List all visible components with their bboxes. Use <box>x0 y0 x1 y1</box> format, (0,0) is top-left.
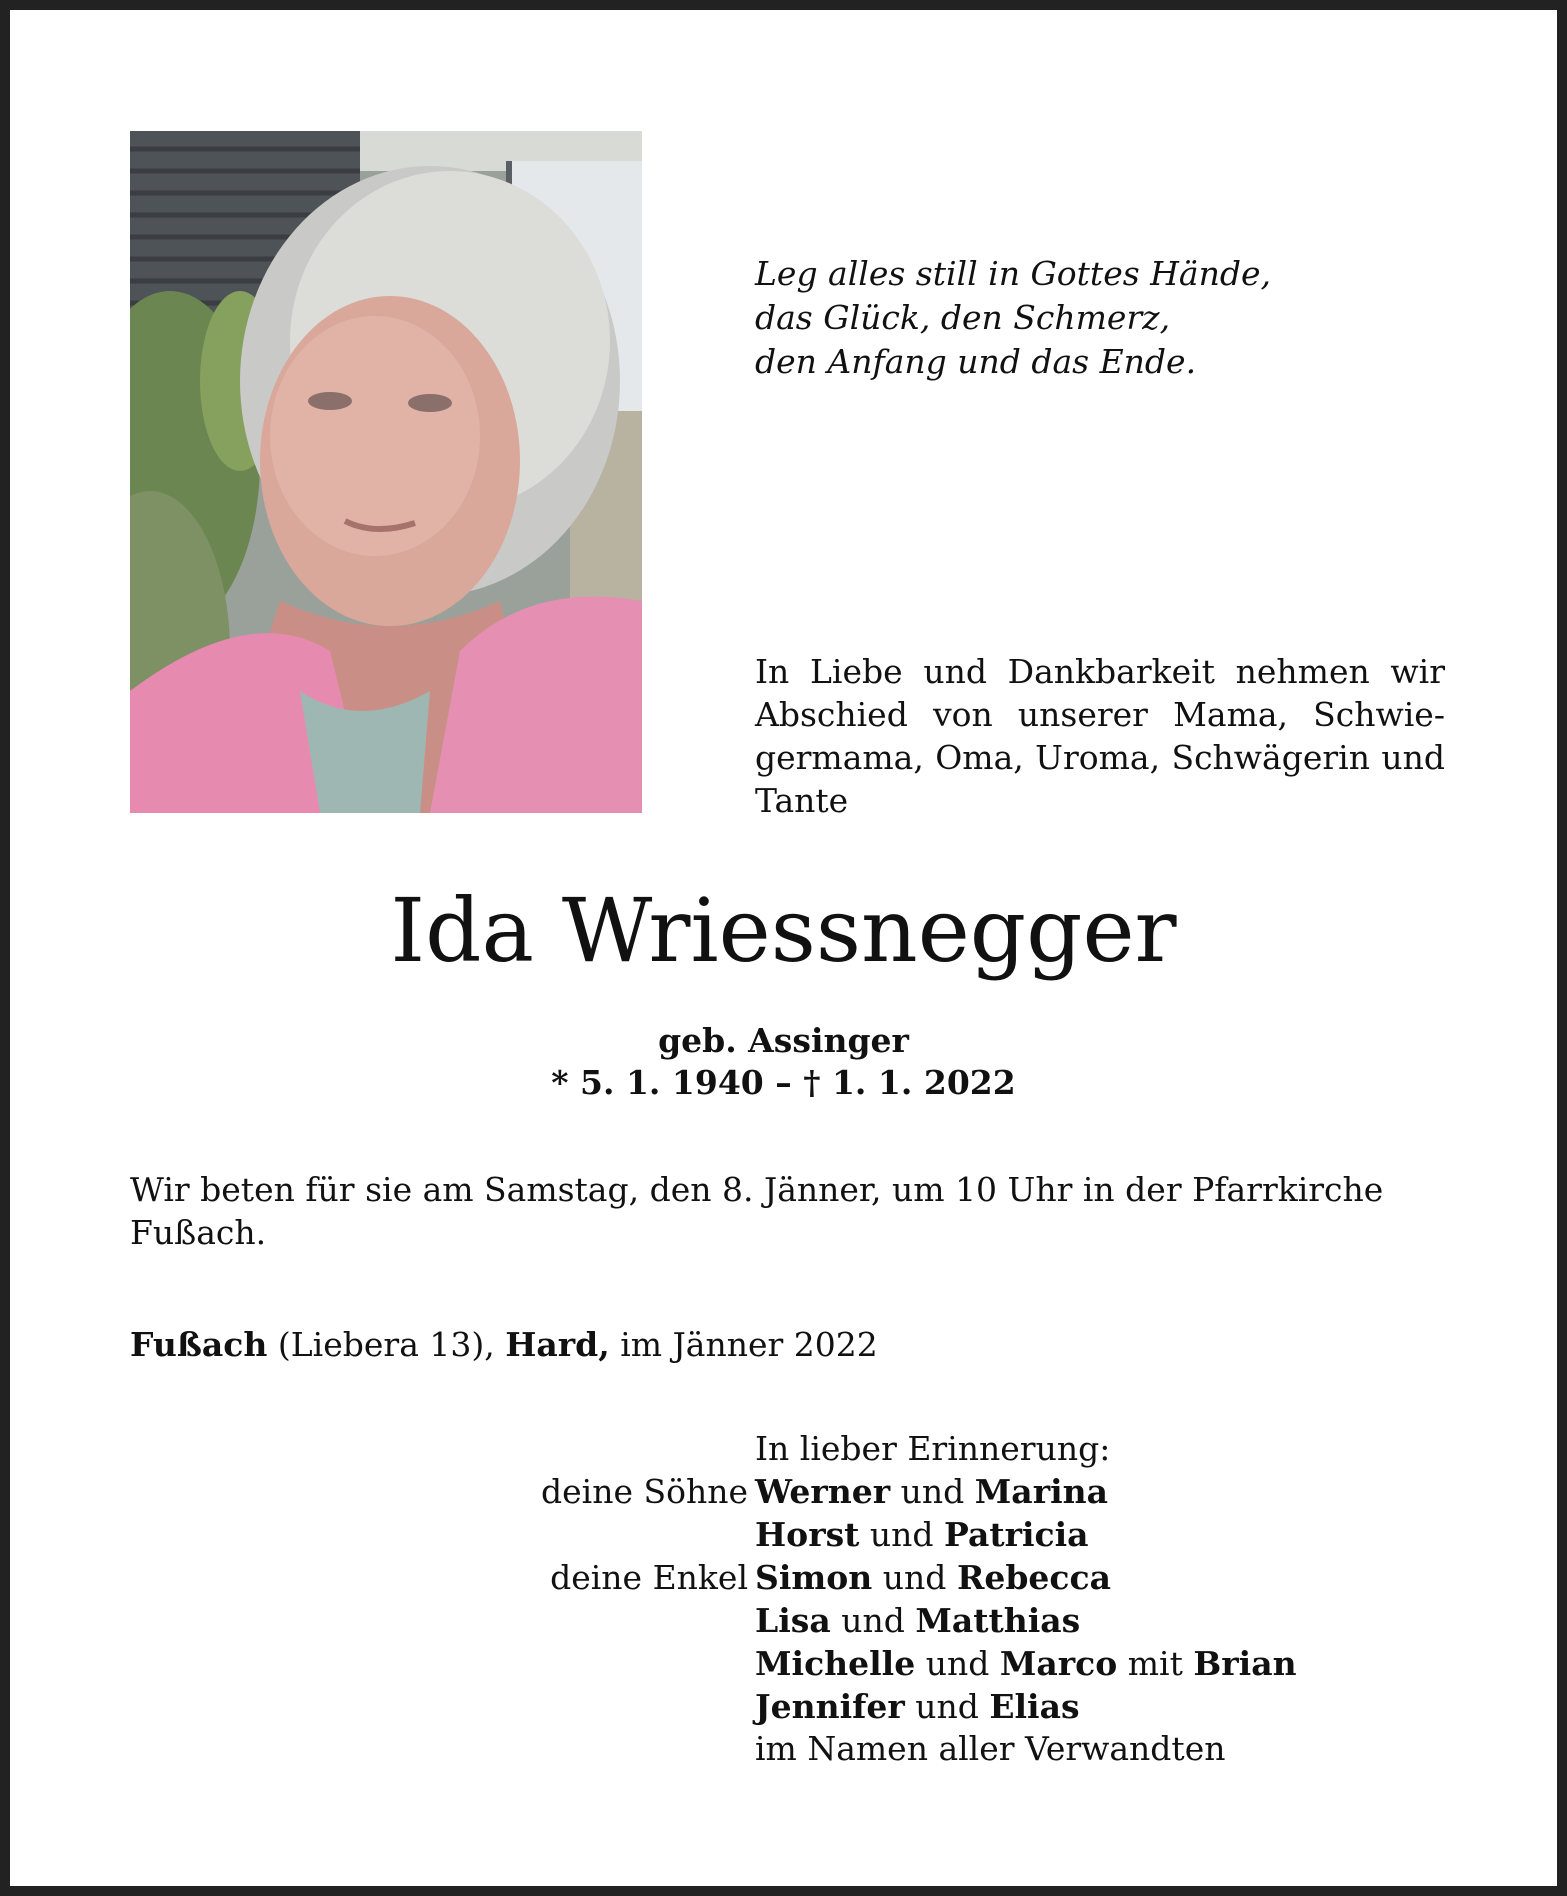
family-name: Patricia <box>944 1515 1089 1554</box>
portrait-illustration <box>130 131 642 813</box>
family-name: Lisa <box>755 1601 831 1640</box>
family-names <box>755 1556 1111 1599</box>
verse <box>755 252 1271 384</box>
family-name: Matthias <box>915 1601 1081 1640</box>
family-name: Horst <box>755 1515 860 1554</box>
family-names <box>755 1599 1080 1642</box>
family-name: Simon <box>755 1558 873 1597</box>
family-row <box>10 1685 1557 1728</box>
grandchildren-label: deine Enkel <box>550 1558 748 1597</box>
place-address: (Liebera 13), <box>277 1325 495 1364</box>
family-row <box>10 1556 1557 1599</box>
family-names <box>755 1685 1080 1728</box>
sons-label: deine Söhne <box>541 1472 748 1511</box>
conjunction-with: mit <box>1127 1644 1183 1683</box>
family-name: Brian <box>1193 1644 1297 1683</box>
conjunction: und <box>900 1472 965 1511</box>
family-row <box>10 1642 1557 1685</box>
family-row <box>10 1599 1557 1642</box>
family-name: Marina <box>974 1472 1108 1511</box>
family-row <box>10 1470 1557 1513</box>
family-names <box>755 1470 1108 1513</box>
conjunction: und <box>925 1644 990 1683</box>
place-date: im Jänner 2022 <box>620 1325 878 1364</box>
birth-name: geb. Assinger <box>658 1021 909 1060</box>
family-name: Werner <box>755 1472 891 1511</box>
life-dates: * 5. 1. 1940 – † 1. 1. 2022 <box>551 1063 1016 1102</box>
verse-line-2: das Glück, den Schmerz, <box>755 298 1171 337</box>
intro-text: In Liebe und Dankbarkeit nehmen wir Abschied von unserer Mama, Schwiegermama, Oma, Uroma, Schwägerin und Tante <box>755 652 1445 820</box>
family-name: Michelle <box>755 1644 916 1683</box>
conjunction: und <box>915 1687 979 1726</box>
portrait-photo <box>130 131 642 813</box>
family-name: Elias <box>989 1687 1080 1726</box>
obituary-page <box>10 10 1557 1886</box>
place-date-line <box>130 1323 878 1366</box>
family-name: Marco <box>999 1644 1118 1683</box>
family-names <box>755 1642 1297 1685</box>
place-town-2: Hard, <box>505 1325 610 1364</box>
closing-line: im Namen aller Verwandten <box>755 1729 1226 1768</box>
prayer-notice: Wir beten für sie am Samstag, den 8. Jänner, um 10 Uhr in der Pfarrkirche Fußach. <box>130 1170 1384 1252</box>
conjunction: und <box>882 1558 947 1597</box>
place-town-1: Fußach <box>130 1325 268 1364</box>
family-row <box>10 1513 1557 1556</box>
family-name: Jennifer <box>755 1687 905 1726</box>
memory-heading: In lieber Erinnerung: <box>755 1429 1111 1468</box>
family-name: Rebecca <box>956 1558 1111 1597</box>
conjunction: und <box>841 1601 905 1640</box>
verse-line-1: Leg alles still in Gottes Hände, <box>755 254 1271 293</box>
family-names <box>755 1513 1089 1556</box>
verse-line-3: den Anfang und das Ende. <box>755 342 1197 381</box>
conjunction: und <box>869 1515 934 1554</box>
deceased-name: Ida Wriessnegger <box>390 879 1177 982</box>
